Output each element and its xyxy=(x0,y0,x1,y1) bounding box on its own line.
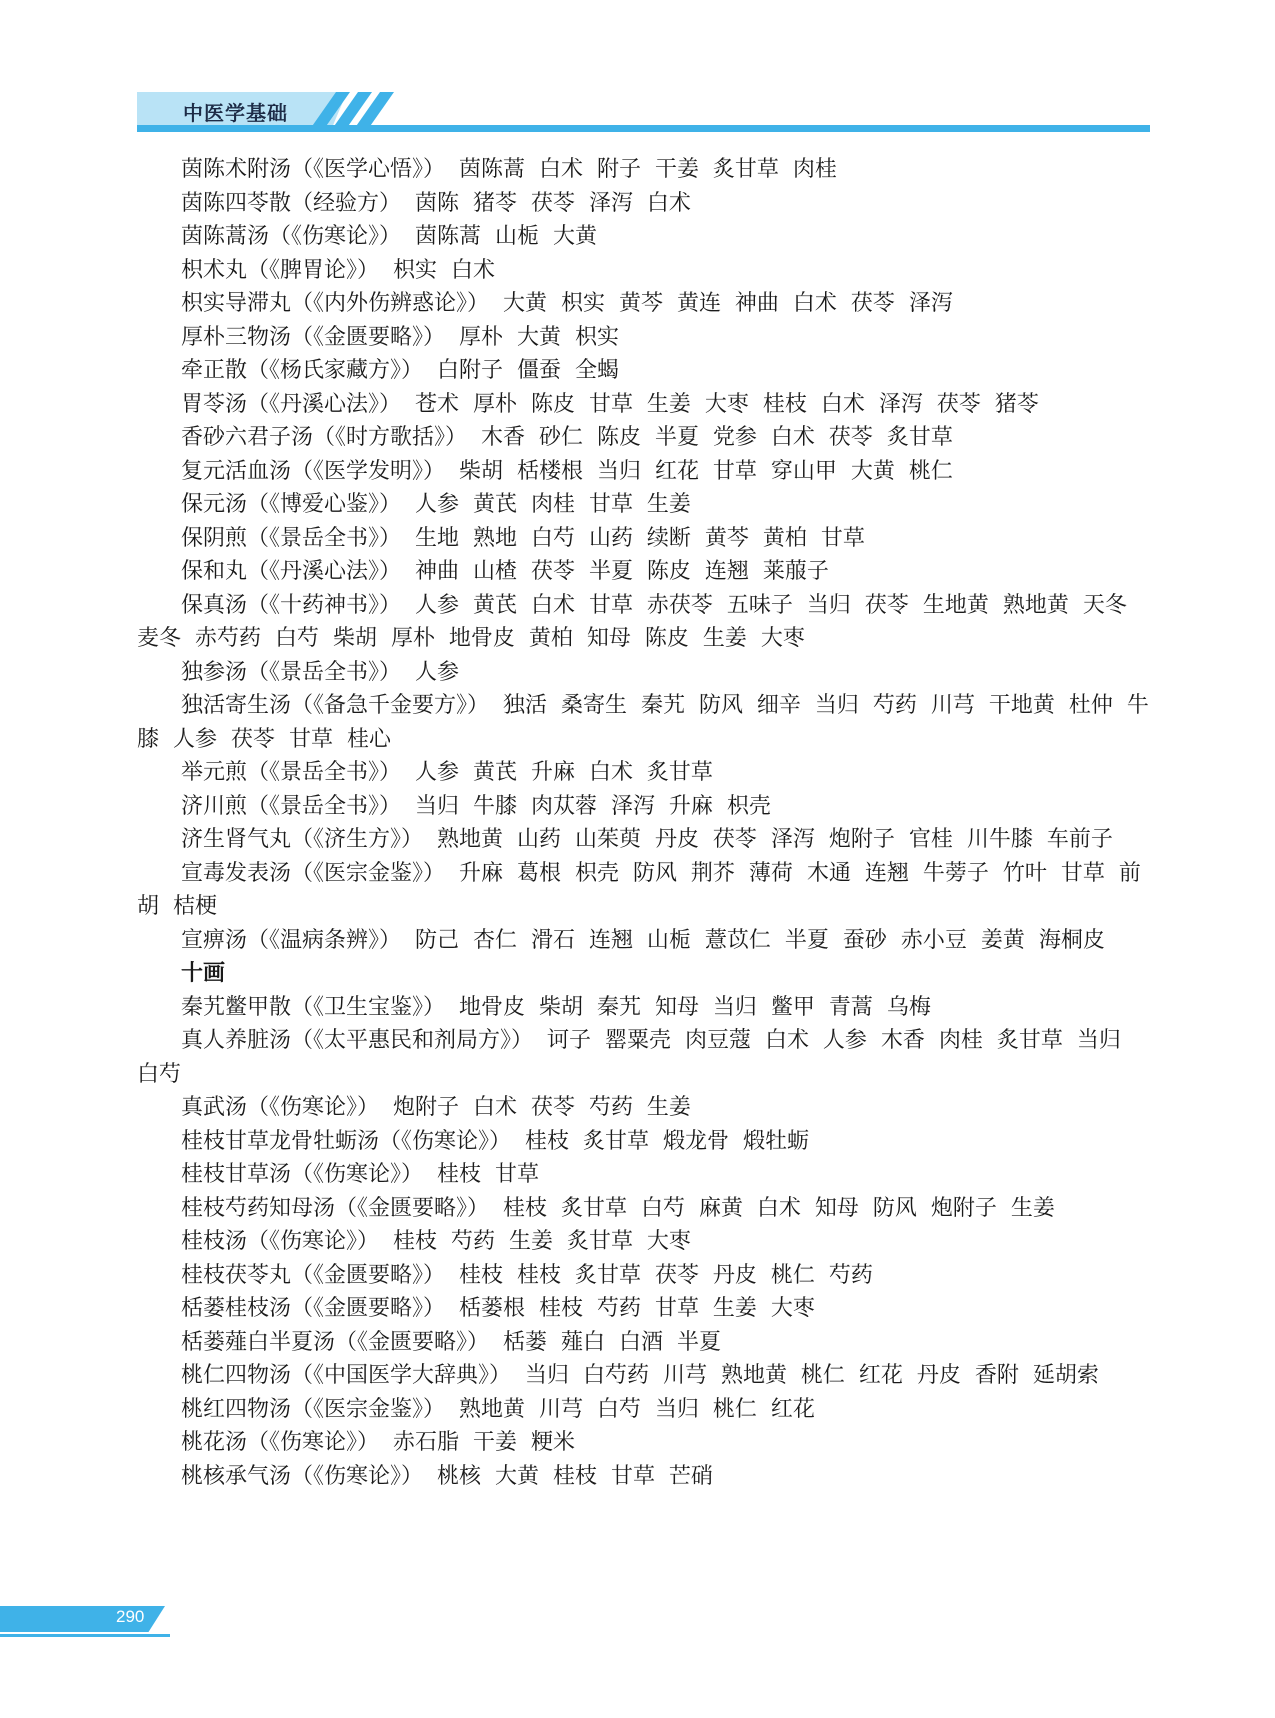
formula-entry: 桂枝甘草龙骨牡蛎汤（《伤寒论》） 桂枝 炙甘草 煅龙骨 煅牡蛎 xyxy=(181,1128,809,1154)
formula-entry: 栝蒌桂枝汤（《金匮要略》） 栝蒌根 桂枝 芍药 甘草 生姜 大枣 xyxy=(181,1296,815,1321)
formula-entry: 独活寄生汤（《备急千金要方》） 独活 桑寄生 秦艽 防风 细辛 当归 芍药 川芎 干地黄 杜仲 牛膝 人参 茯苓 甘草 桂心 xyxy=(137,693,1149,752)
formula-entry: 举元煎（《景岳全书》） 人参 黄芪 升麻 白术 炙甘草 xyxy=(181,760,713,785)
formula-entry: 复元活血汤（《医学发明》） 柴胡 栝楼根 当归 红花 甘草 穿山甲 大黄 桃仁 xyxy=(181,458,953,484)
formula-entry: 秦艽鳖甲散（《卫生宝鉴》） 地骨皮 柴胡 秦艽 知母 当归 鳖甲 青蒿 乌梅 xyxy=(181,994,931,1020)
formula-entry: 保和丸（《丹溪心法》） 神曲 山楂 茯苓 半夏 陈皮 连翘 莱菔子 xyxy=(181,559,829,584)
book-title: 中医学基础 xyxy=(183,101,288,125)
formula-entry: 茵陈术附汤（《医学心悟》） 茵陈蒿 白术 附子 干姜 炙甘草 肉桂 xyxy=(181,157,837,182)
formula-entry: 茵陈蒿汤（《伤寒论》） 茵陈蒿 山栀 大黄 xyxy=(181,224,597,249)
formula-entry: 宣毒发表汤（《医宗金鉴》） 升麻 葛根 枳壳 防风 荆芥 薄荷 木通 连翘 牛蒡子 竹叶 甘草 前胡 桔梗 xyxy=(137,860,1141,919)
formula-entry: 栝蒌薤白半夏汤（《金匮要略》） 栝蒌 薤白 白酒 半夏 xyxy=(181,1329,721,1355)
formula-entry: 桂枝汤（《伤寒论》） 桂枝 芍药 生姜 炙甘草 大枣 xyxy=(181,1229,691,1254)
formula-entry: 独参汤（《景岳全书》） 人参 xyxy=(181,659,459,685)
formula-entry: 桃花汤（《伤寒论》） 赤石脂 干姜 粳米 xyxy=(181,1430,575,1455)
formula-entry: 枳实导滞丸（《内外伤辨惑论》） 大黄 枳实 黄芩 黄连 神曲 白术 茯苓 泽泻 xyxy=(181,291,953,316)
formula-entry: 厚朴三物汤（《金匮要略》） 厚朴 大黄 枳实 xyxy=(181,324,619,350)
formula-entry: 枳术丸（《脾胃论》） 枳实 白术 xyxy=(181,257,495,283)
formula-entry: 桂枝芍药知母汤（《金匮要略》） 桂枝 炙甘草 白芍 麻黄 白术 知母 防风 炮附子 生姜 xyxy=(181,1195,1055,1221)
formula-entries-group-1 xyxy=(137,153,1153,957)
formula-entry: 胃苓汤（《丹溪心法》） 苍术 厚朴 陈皮 甘草 生姜 大枣 桂枝 白术 泽泻 茯苓 猪苓 xyxy=(181,391,1039,417)
formula-entry: 济生肾气丸（《济生方》） 熟地黄 山药 山茱萸 丹皮 茯苓 泽泻 炮附子 官桂 川牛膝 车前子 xyxy=(181,827,1113,852)
page-header xyxy=(0,0,1275,140)
footer-line xyxy=(0,1634,170,1637)
formula-entry: 保元汤（《博爱心鉴》） 人参 黄芪 肉桂 甘草 生姜 xyxy=(181,492,691,517)
formula-entry: 香砂六君子汤（《时方歌括》） 木香 砂仁 陈皮 半夏 党参 白术 茯苓 炙甘草 xyxy=(181,425,953,450)
formula-entry: 茵陈四苓散（经验方） 茵陈 猪苓 茯苓 泽泻 白术 xyxy=(181,190,691,216)
formula-entry: 济川煎（《景岳全书》） 当归 牛膝 肉苁蓉 泽泻 升麻 枳壳 xyxy=(181,793,771,819)
formula-entry: 宣痹汤（《温病条辨》） 防己 杏仁 滑石 连翘 山栀 薏苡仁 半夏 蚕砂 赤小豆 姜黄 海桐皮 xyxy=(181,927,1105,953)
formula-entry: 桃核承气汤（《伤寒论》） 桃核 大黄 桂枝 甘草 芒硝 xyxy=(181,1463,713,1489)
formula-entry: 真人养脏汤（《太平惠民和剂局方》） 诃子 罂粟壳 肉豆蔻 白术 人参 木香 肉桂 炙甘草 当归 白芍 xyxy=(137,1028,1135,1087)
formula-entry: 桂枝茯苓丸（《金匮要略》） 桂枝 桂枝 炙甘草 茯苓 丹皮 桃仁 芍药 xyxy=(181,1262,873,1288)
formula-entries-group-2 xyxy=(137,991,1153,1494)
section-heading: 十画 xyxy=(181,960,226,986)
formula-entry: 桂枝甘草汤（《伤寒论》） 桂枝 甘草 xyxy=(181,1162,539,1187)
header-rule xyxy=(137,125,1150,132)
formula-list xyxy=(137,153,1153,1493)
formula-entry: 保阴煎（《景岳全书》） 生地 熟地 白芍 山药 续断 黄芩 黄柏 甘草 xyxy=(181,525,865,551)
formula-entry: 保真汤（《十药神书》） 人参 黄芪 白术 甘草 赤茯苓 五味子 当归 茯苓 生地黄 熟地黄 天冬 麦冬 赤芍药 白芍 柴胡 厚朴 地骨皮 黄柏 知母 陈皮 生姜 大枣 xyxy=(137,592,1141,651)
page-number: 290 xyxy=(116,1607,145,1626)
formula-entry: 桃红四物汤（《医宗金鉴》） 熟地黄 川芎 白芍 当归 桃仁 红花 xyxy=(181,1396,815,1422)
formula-entry: 真武汤（《伤寒论》） 炮附子 白术 茯苓 芍药 生姜 xyxy=(181,1095,691,1120)
formula-entry: 桃仁四物汤（《中国医学大辞典》） 当归 白芍药 川芎 熟地黄 桃仁 红花 丹皮 香附 延胡索 xyxy=(181,1363,1099,1388)
formula-entry: 牵正散（《杨氏家藏方》） 白附子 僵蚕 全蝎 xyxy=(181,358,619,383)
